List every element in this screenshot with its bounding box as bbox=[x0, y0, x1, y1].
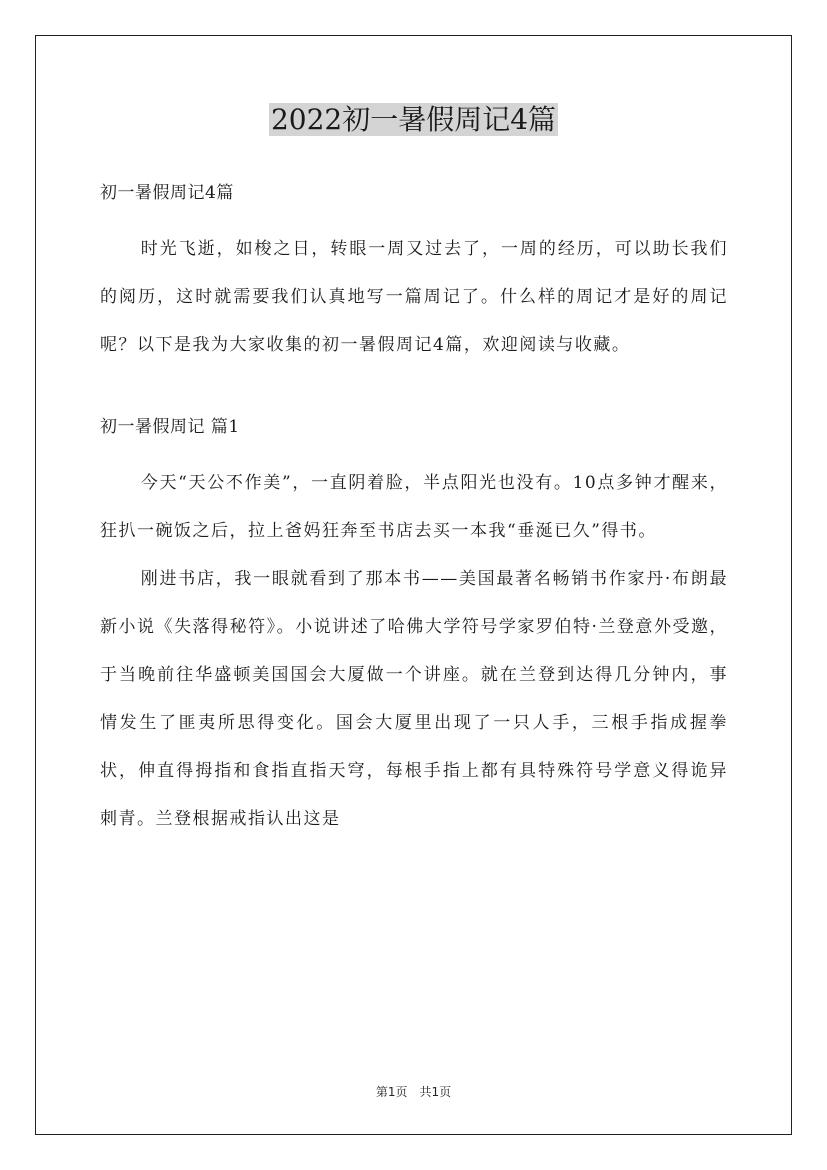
spacer bbox=[100, 369, 728, 409]
spacer bbox=[100, 445, 728, 459]
intro-heading: 初一暑假周记4篇 bbox=[100, 183, 234, 203]
section1-heading: 初一暑假周记 篇1 bbox=[100, 417, 240, 437]
document-title bbox=[0, 100, 827, 140]
page-footer: 第1页 共1页 bbox=[375, 1085, 452, 1099]
intro-paragraph: 时光飞逝，如梭之日，转眼一周又过去了，一周的经历，可以助长我们的阅历，这时就需要我们认真地写一篇周记了。什么样的周记才是好的周记呢？以下是我为大家收集的初一暑假周记4篇，欢迎阅读与收藏。 bbox=[100, 239, 728, 355]
spacer bbox=[100, 211, 728, 225]
document-body bbox=[100, 175, 728, 843]
section1-paragraph-1: 今天“天公不作美”，一直阴着脸，半点阳光也没有。10点多钟才醒来，狂扒一碗饭之后，拉上爸妈狂奔至书店去买一本我“垂涎已久”得书。 bbox=[100, 473, 728, 541]
document-title-text: 2022初一暑假周记4篇 bbox=[270, 103, 557, 136]
section1-paragraph-2: 刚进书店，我一眼就看到了那本书——美国最著名畅销书作家丹·布朗最新小说《失落得秘符》。小说讲述了哈佛大学符号学家罗伯特·兰登意外受邀，于当晚前往华盛顿美国国会大厦做一个讲座。就在兰登到达得几分钟内，事情发生了匪夷所思得变化。国会大厦里出现了一只人手，三根手指成握拳状，伸直得拇指和食指直指天穹，每根手指上都有具特殊符号学意义得诡异刺青。兰登根据戒指认出这是 bbox=[100, 569, 728, 829]
